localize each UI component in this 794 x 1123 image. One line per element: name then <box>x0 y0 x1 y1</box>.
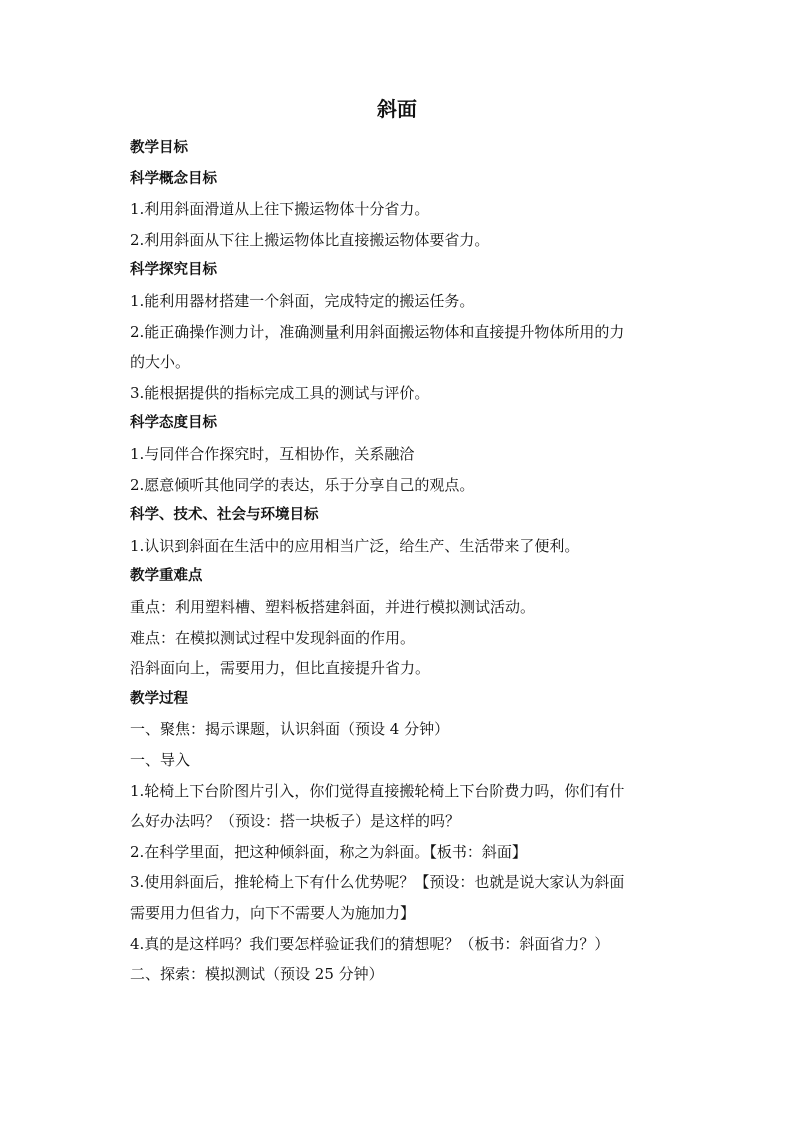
paragraph-line: 4.真的是这样吗？我们要怎样验证我们的猜想呢？（板书：斜面省力？） <box>130 934 610 953</box>
paragraph-line: 一、聚焦：揭示课题，认识斜面（预设 4 分钟） <box>130 720 450 739</box>
paragraph-line: 需要用力但省力，向下不需要人为施加力】 <box>130 904 416 922</box>
paragraph-line: 1.能利用器材搭建一个斜面，完成特定的搬运任务。 <box>130 292 475 310</box>
paragraph-line: 的大小。 <box>130 353 191 372</box>
paragraph-line: 1.轮椅上下台阶图片引入，你们觉得直接搬轮椅上下台阶费力吗，你们有什 <box>130 781 625 800</box>
paragraph-line: 沿斜面向上，需要用力，但比直接提升省力。 <box>130 659 431 678</box>
section-heading: 教学目标 <box>130 140 188 156</box>
paragraph-line: 1.认识到斜面在生活中的应用相当广泛，给生产、生活带来了便利。 <box>130 536 580 555</box>
paragraph-line: 么好办法吗？（预设：搭一块板子）是这样的吗？ <box>130 812 461 831</box>
page-title: 斜面 <box>377 97 417 121</box>
paragraph-line: 1.与同伴合作探究时，互相协作，关系融洽 <box>130 445 415 463</box>
paragraph-line: 3.能根据提供的指标完成工具的测试与评价。 <box>130 383 430 402</box>
paragraph-line: 难点：在模拟测试过程中发现斜面的作用。 <box>130 628 416 647</box>
paragraph-line: 1.利用斜面滑道从上往下搬运物体十分省力。 <box>130 200 430 219</box>
section-heading: 教学重难点 <box>130 568 203 585</box>
section-heading: 科学概念目标 <box>130 170 217 187</box>
paragraph-line: 3.使用斜面后，推轮椅上下有什么优势呢？【预设：也就是说大家认为斜面 <box>130 873 625 892</box>
paragraph-line: 一、导入 <box>130 751 191 769</box>
paragraph-line: 2.在科学里面，把这种倾斜面，称之为斜面。【板书：斜面】 <box>130 842 527 861</box>
paragraph-line: 2.利用斜面从下往上搬运物体比直接搬运物体要省力。 <box>130 230 490 249</box>
section-heading: 科学态度目标 <box>130 415 217 432</box>
section-heading: 教学过程 <box>130 690 188 707</box>
paragraph-line: 重点：利用塑料槽、塑料板搭建斜面，并进行模拟测试活动。 <box>130 598 536 616</box>
paragraph-line: 二、探索：模拟测试（预设 25 分钟） <box>130 965 384 984</box>
section-heading: 科学、技术、社会与环境目标 <box>130 507 319 524</box>
paragraph-line: 2.能正确操作测力计，准确测量利用斜面搬运物体和直接提升物体所用的力 <box>130 322 625 341</box>
paragraph-line: 2.愿意倾听其他同学的表达，乐于分享自己的观点。 <box>130 475 475 494</box>
section-heading: 科学探究目标 <box>130 262 217 279</box>
